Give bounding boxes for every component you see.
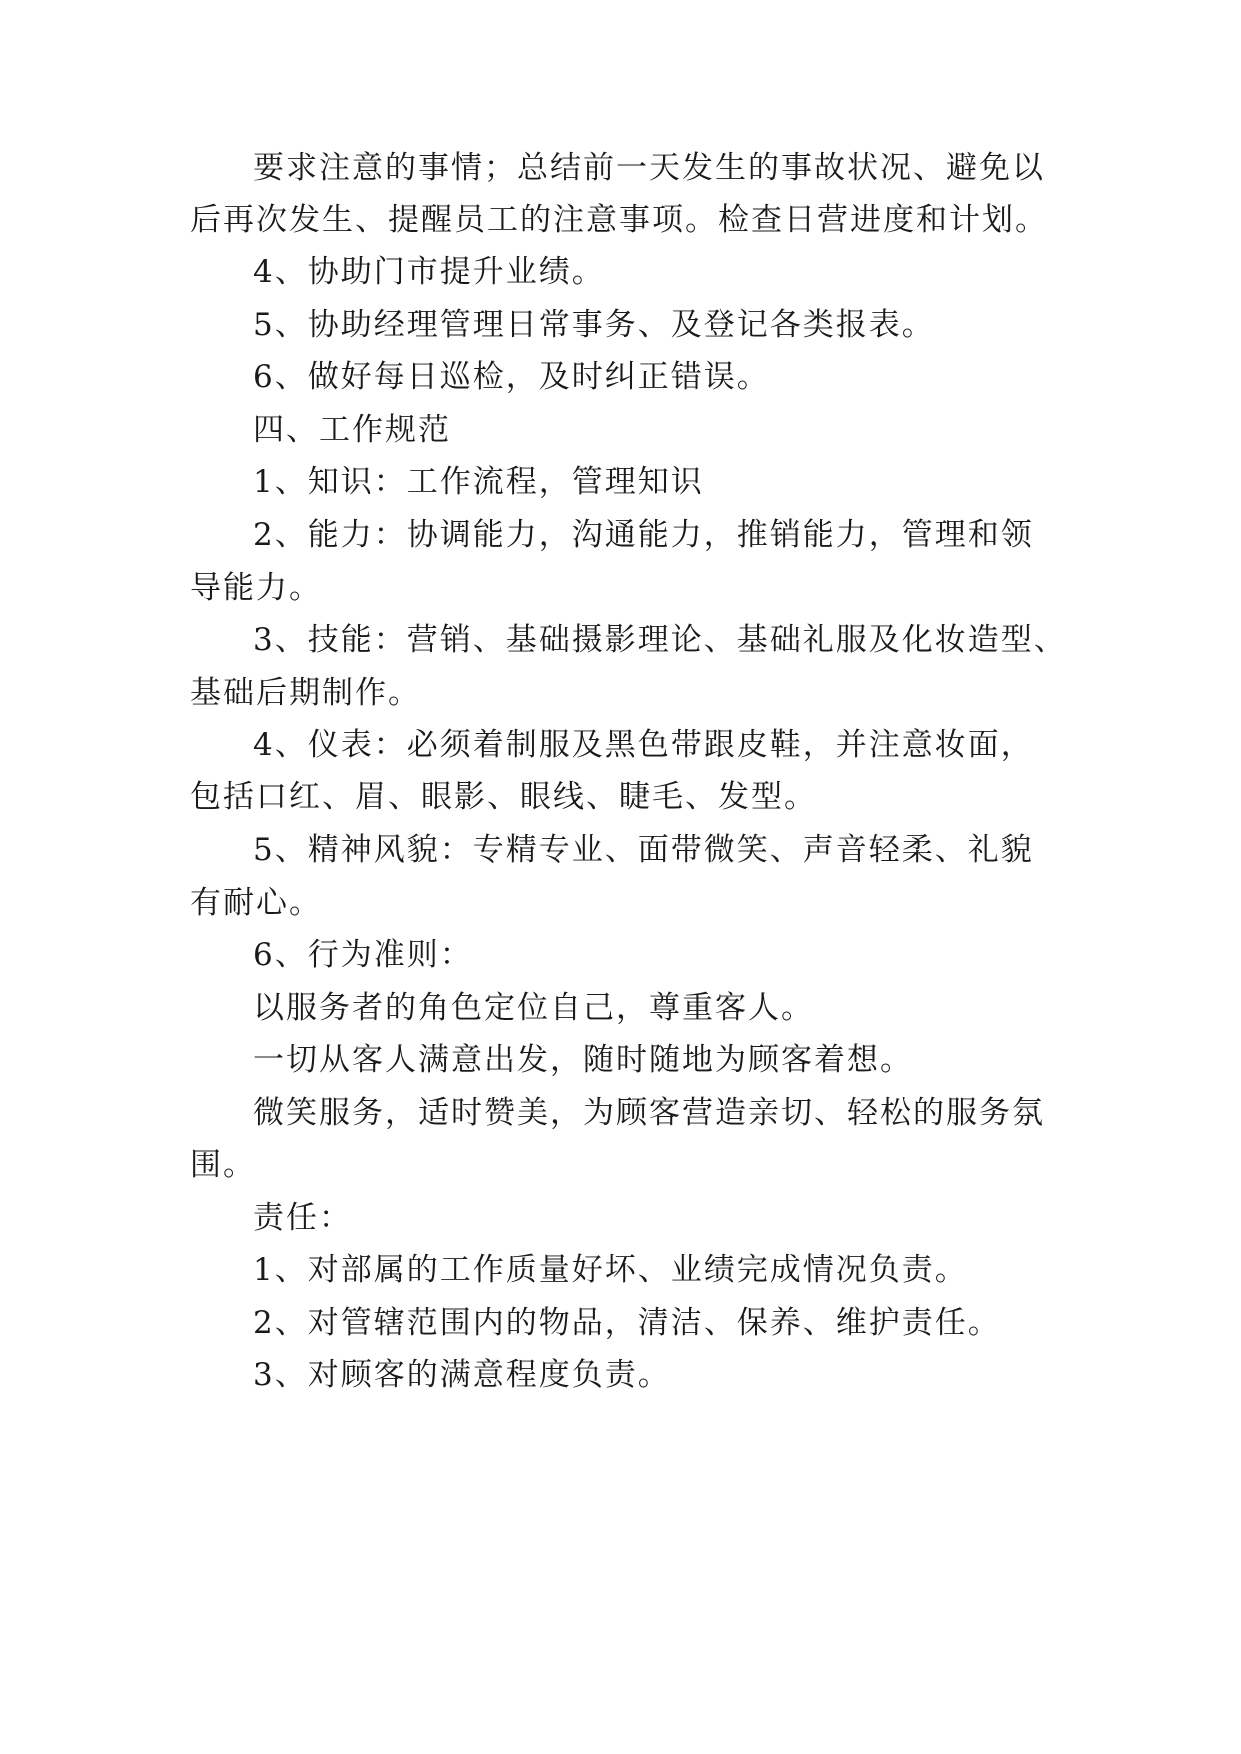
paragraph-line: 一切从客人满意出发，随时随地为顾客着想。 xyxy=(253,1042,913,1078)
list-item: 6、行为准则： xyxy=(253,937,473,973)
list-item: 1、知识：工作流程，管理知识 xyxy=(253,464,704,500)
paragraph-line: 有耐心。 xyxy=(190,885,322,921)
paragraph-line: 基础后期制作。 xyxy=(190,675,421,711)
list-item: 2、对管辖范围内的物品，清洁、保养、维护责任。 xyxy=(253,1305,1001,1341)
paragraph-line: 后再次发生、提醒员工的注意事项。检查日营进度和计划。 xyxy=(190,202,1048,238)
list-item: 6、做好每日巡检，及时纠正错误。 xyxy=(253,359,770,395)
paragraph-line: 以服务者的角色定位自己，尊重客人。 xyxy=(253,990,814,1026)
paragraph-line: 包括口红、眉、眼影、眼线、睫毛、发型。 xyxy=(190,779,817,815)
list-item: 4、仪表：必须着制服及黑色带跟皮鞋，并注意妆面， xyxy=(253,727,1034,763)
list-item: 2、能力：协调能力，沟通能力，推销能力，管理和领 xyxy=(253,517,1034,553)
section-heading: 责任： xyxy=(253,1200,352,1236)
paragraph-line: 围。 xyxy=(190,1147,256,1183)
section-heading: 四、工作规范 xyxy=(253,412,451,448)
list-item: 1、对部属的工作质量好坏、业绩完成情况负责。 xyxy=(253,1252,968,1288)
list-item: 3、技能：营销、基础摄影理论、基础礼服及化妆造型、 xyxy=(253,622,1067,658)
list-item: 4、协助门市提升业绩。 xyxy=(253,254,605,290)
paragraph-line: 导能力。 xyxy=(190,570,322,606)
list-item: 5、精神风貌：专精专业、面带微笑、声音轻柔、礼貌 xyxy=(253,832,1034,868)
paragraph-line: 微笑服务，适时赞美，为顾客营造亲切、轻松的服务氛 xyxy=(253,1095,1045,1131)
paragraph-line: 要求注意的事情；总结前一天发生的事故状况、避免以 xyxy=(253,150,1045,186)
list-item: 5、协助经理管理日常事务、及登记各类报表。 xyxy=(253,307,935,343)
list-item: 3、对顾客的满意程度负责。 xyxy=(253,1357,671,1393)
